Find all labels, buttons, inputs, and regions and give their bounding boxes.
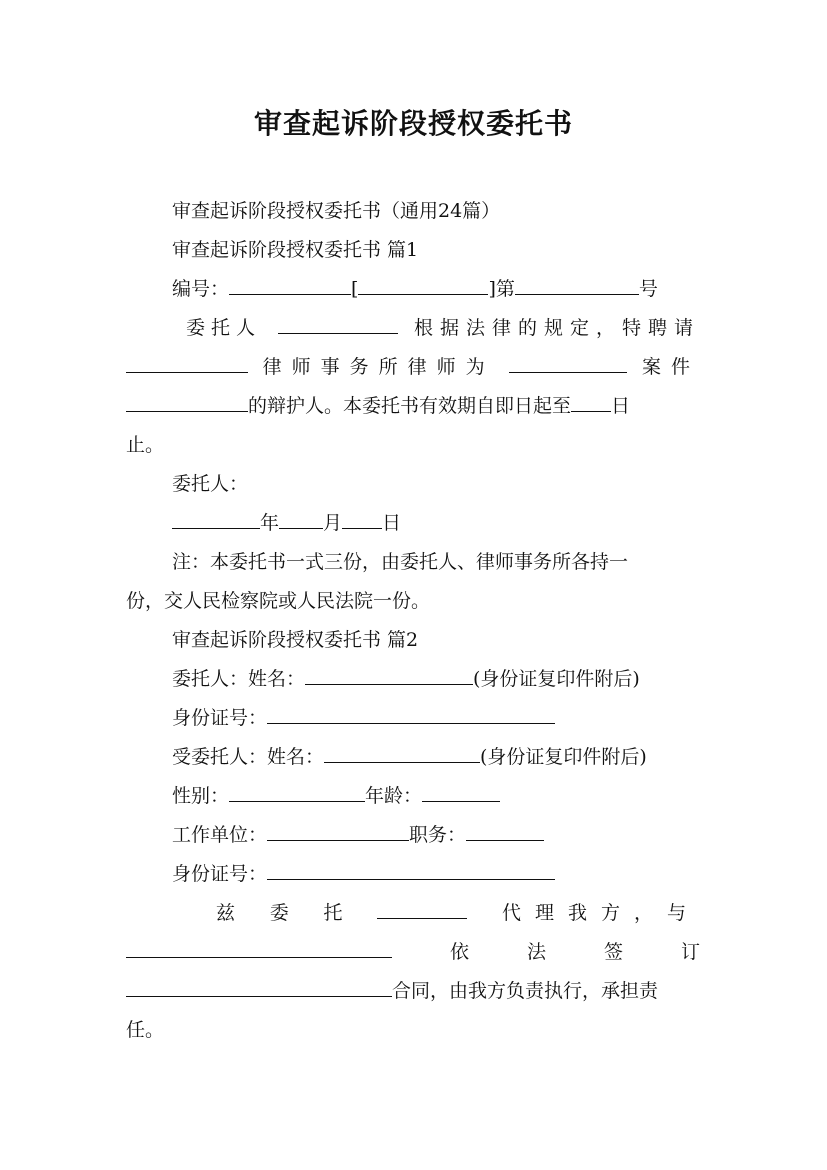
number-suffix: 号 — [638, 278, 658, 300]
entrust-word-3: 托 — [323, 902, 343, 924]
paragraph-1-line-2 — [126, 354, 700, 380]
position-label: 职务： — [409, 824, 467, 846]
day-text: 日 — [382, 512, 402, 534]
day-blank[interactable] — [342, 510, 382, 529]
entrust-word-6: 签 — [603, 941, 623, 963]
defender-blank[interactable] — [126, 393, 248, 412]
work-unit-blank[interactable] — [267, 822, 409, 841]
note-line-2: 份，交人民检察院或人民法院一份。 — [126, 590, 431, 612]
position-blank[interactable] — [466, 822, 544, 841]
entrust-line-3 — [126, 978, 658, 1004]
date-line — [172, 510, 401, 536]
paragraph-1-line-4: 止。 — [126, 434, 165, 456]
agent-name-line — [172, 744, 647, 770]
agent-id-line — [172, 861, 555, 887]
bracket-close: ]第 — [488, 278, 515, 300]
entrust-line-1 — [216, 900, 700, 926]
client-name-label: 委托人：姓名： — [172, 668, 306, 690]
counterparty-blank[interactable] — [126, 939, 392, 958]
number-label: 编号： — [172, 278, 230, 300]
work-unit-label: 工作单位： — [172, 824, 268, 846]
entrust-word-5: 法 — [526, 941, 546, 963]
p1-case-text: 案件 — [641, 356, 700, 378]
agent-id-label: 身份证号： — [172, 863, 268, 885]
case-blank[interactable] — [509, 354, 627, 373]
paragraph-1-line-3 — [126, 393, 630, 419]
agent-id-blank[interactable] — [267, 861, 555, 880]
year-blank[interactable] — [172, 510, 260, 529]
month-text: 月 — [323, 512, 343, 534]
age-label: 年龄： — [365, 785, 423, 807]
section-heading-2: 审查起诉阶段授权委托书 篇2 — [172, 629, 419, 651]
number-blank-3[interactable] — [515, 276, 639, 295]
agent-id-copy-note: (身份证复印件附后) — [480, 746, 647, 768]
note-line-1: 注：本委托书一式三份，由委托人、律师事务所各持一 — [172, 551, 629, 573]
document-title: 审查起诉阶段授权委托书 — [253, 107, 573, 140]
client-id-line — [172, 705, 555, 731]
agent-blank[interactable] — [377, 900, 467, 919]
entrust-line-2 — [126, 939, 700, 965]
number-line — [172, 276, 658, 302]
agent-name-blank[interactable] — [324, 744, 480, 763]
bracket-open: [ — [351, 278, 359, 300]
contract-blank[interactable] — [126, 978, 392, 997]
number-blank-1[interactable] — [229, 276, 351, 295]
entrust-word-2: 委 — [269, 902, 289, 924]
client-id-copy-note: (身份证复印件附后) — [473, 668, 640, 690]
gender-age-line — [172, 783, 500, 809]
month-blank[interactable] — [279, 510, 323, 529]
gender-label: 性别： — [172, 785, 230, 807]
p1-firm-text: 律师事务所律师为 — [262, 356, 495, 378]
entrust-word-7: 订 — [680, 941, 700, 963]
number-blank-2[interactable] — [358, 276, 488, 295]
section-heading-1: 审查起诉阶段授权委托书 篇1 — [172, 239, 419, 261]
entrust-word-1: 兹 — [216, 902, 236, 924]
work-unit-line — [172, 822, 544, 848]
entrust-word-4: 依 — [449, 941, 469, 963]
entrust-represent-text: 代理我方，与 — [501, 902, 700, 924]
client-name-line — [172, 666, 640, 692]
entrust-line-4: 任。 — [126, 1019, 165, 1041]
agent-name-label: 受委托人：姓名： — [172, 746, 325, 768]
valid-until-blank[interactable] — [571, 393, 611, 412]
client-signature-label: 委托人： — [172, 473, 249, 495]
law-firm-blank[interactable] — [126, 354, 248, 373]
p1-day-text: 日 — [611, 395, 631, 417]
client-blank[interactable] — [278, 315, 398, 334]
document-subtitle: 审查起诉阶段授权委托书（通用24篇） — [172, 200, 501, 222]
year-text: 年 — [260, 512, 280, 534]
age-blank[interactable] — [422, 783, 500, 802]
p1-hire-text: 根据法律的规定，特聘请 — [413, 317, 700, 339]
gender-blank[interactable] — [229, 783, 365, 802]
paragraph-1-line-1 — [186, 315, 700, 341]
entrust-contract-text: 合同，由我方负责执行，承担责 — [392, 980, 659, 1002]
p1-validity-text: 的辩护人。本委托书有效期自即日起至 — [248, 395, 572, 417]
p1-client-text: 委托人 — [186, 317, 262, 339]
client-name-blank[interactable] — [305, 666, 473, 685]
client-id-label: 身份证号： — [172, 707, 268, 729]
client-id-blank[interactable] — [267, 705, 555, 724]
